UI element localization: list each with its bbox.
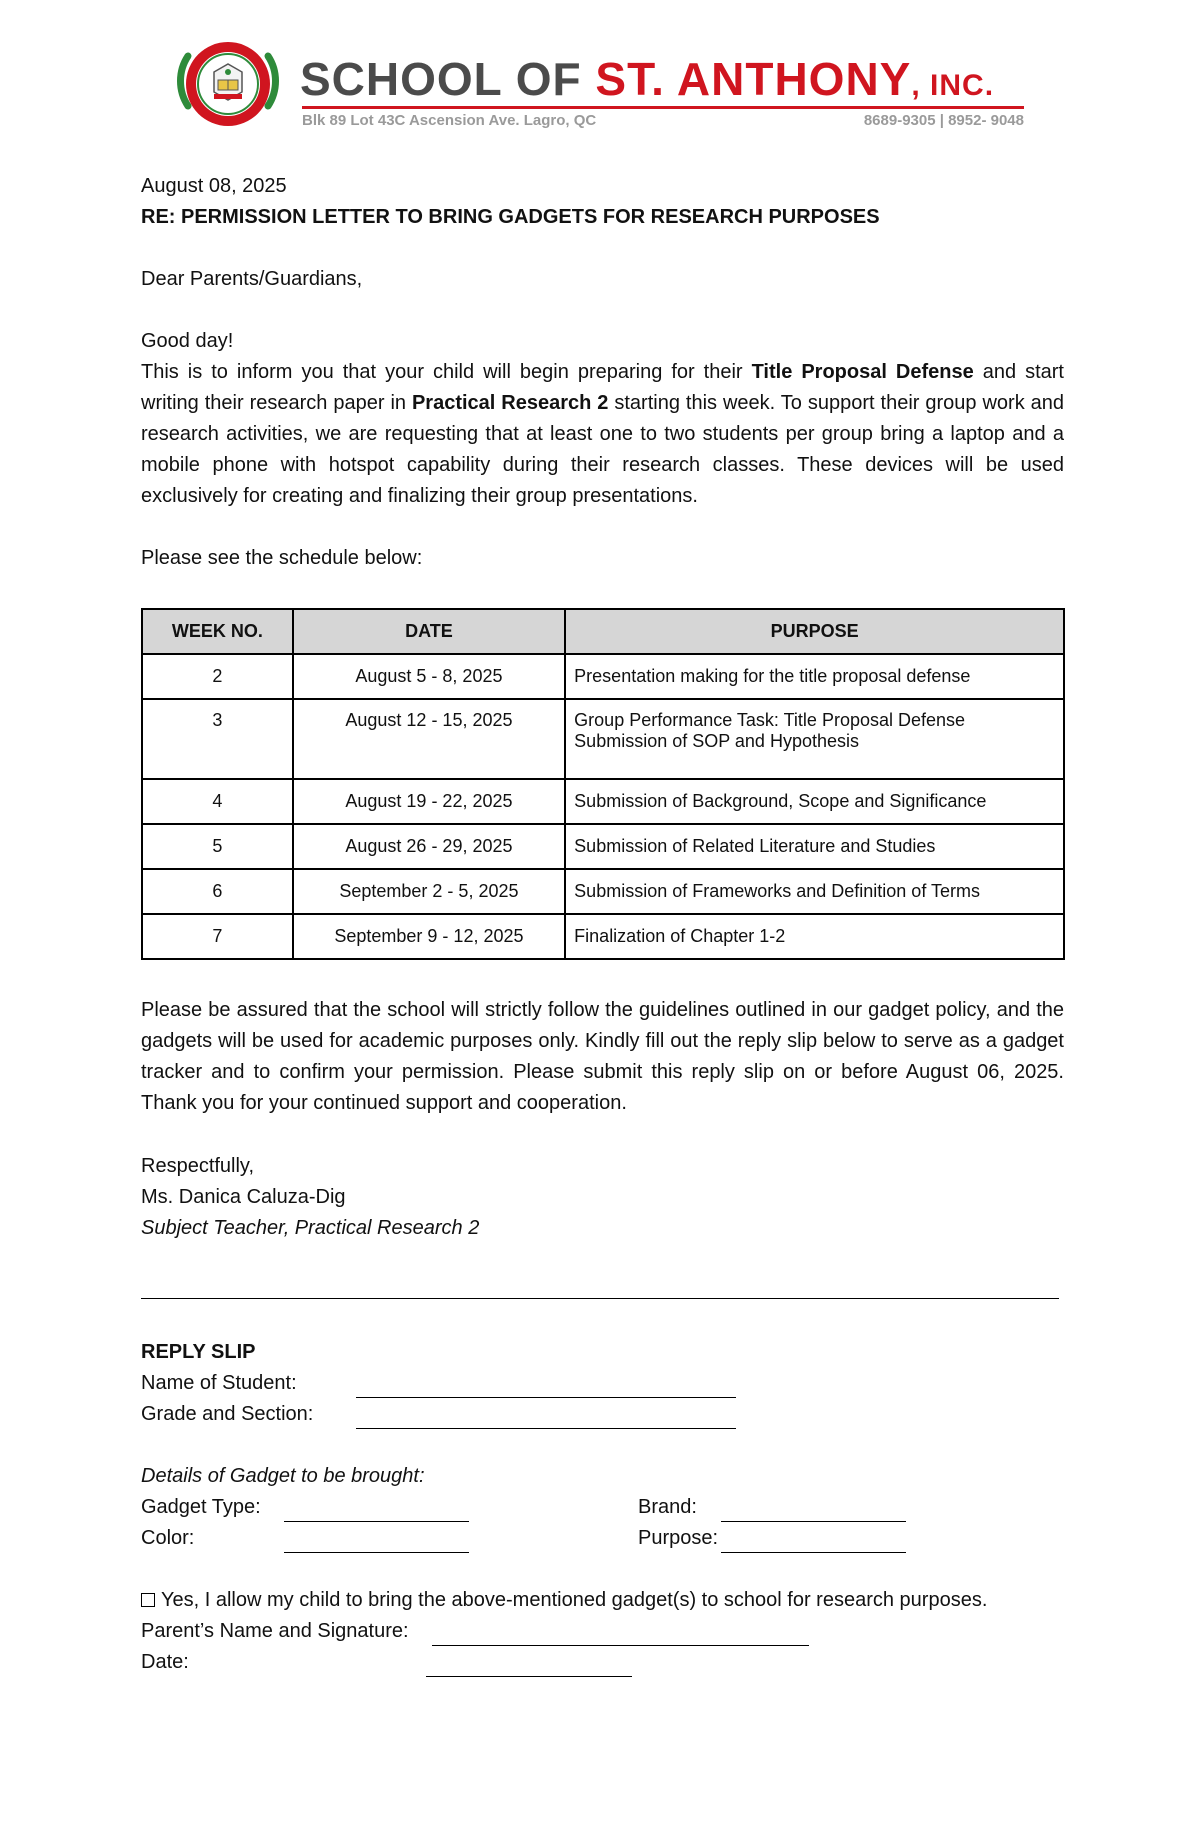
letter-signer: Ms. Danica Caluza-Dig bbox=[141, 1186, 346, 1208]
letter-greeting: Good day! bbox=[141, 330, 234, 352]
letter-closing: Respectfully, bbox=[141, 1155, 255, 1177]
gadget-type-field[interactable] bbox=[284, 1521, 469, 1522]
table-cell-week: 3 bbox=[142, 699, 293, 779]
date-label: Date: bbox=[141, 1651, 189, 1673]
table-cell-purpose: Finalization of Chapter 1-2 bbox=[565, 914, 1064, 959]
table-cell-date: August 26 - 29, 2025 bbox=[293, 824, 565, 869]
table-cell-date: August 12 - 15, 2025 bbox=[293, 699, 565, 779]
table-cell-week: 4 bbox=[142, 779, 293, 824]
student-name-field[interactable] bbox=[356, 1397, 736, 1398]
table-cell-week: 2 bbox=[142, 654, 293, 699]
parent-signature-field[interactable] bbox=[432, 1645, 809, 1646]
school-name-part3: , INC. bbox=[911, 69, 995, 102]
consent-line bbox=[141, 1585, 987, 1616]
letter-salutation: Dear Parents/Guardians, bbox=[141, 268, 363, 290]
grade-section-field[interactable] bbox=[356, 1428, 736, 1429]
table-header-date: DATE bbox=[293, 609, 565, 654]
school-name bbox=[300, 53, 995, 105]
p1-text-c: and start writing their research paper in bbox=[141, 361, 1064, 414]
letter-paragraph-1 bbox=[141, 357, 1064, 512]
table-cell-purpose: Submission of Frameworks and Definition of Terms bbox=[565, 869, 1064, 914]
school-phones: 8689-9305 | 8952- 9048 bbox=[863, 112, 1024, 129]
brand-field[interactable] bbox=[721, 1521, 906, 1522]
table-row bbox=[142, 779, 1064, 824]
table-cell-purpose: Submission of Background, Scope and Significance bbox=[565, 779, 1064, 824]
school-name-part2: ST. ANTHONY bbox=[595, 53, 912, 105]
letter-signer-title: Subject Teacher, Practical Research 2 bbox=[141, 1217, 480, 1239]
schedule-intro: Please see the schedule below: bbox=[141, 547, 423, 569]
letter-paragraph-2: Please be assured that the school will strictly follow the guidelines outlined in our gadget policy, and the gadgets will be used for academic purposes only. Kindly fill out the reply slip below to serve as a gadget tracker and to confirm your permission. Please submit this reply slip on or before August 06, 2025. Thank you for your continued support and cooperation. bbox=[141, 999, 1064, 1114]
parent-signature-label: Parent’s Name and Signature: bbox=[141, 1620, 409, 1642]
table-cell-date: August 19 - 22, 2025 bbox=[293, 779, 565, 824]
table-header-purpose: PURPOSE bbox=[565, 609, 1064, 654]
date-field[interactable] bbox=[426, 1676, 632, 1677]
purpose-label: Purpose: bbox=[638, 1527, 719, 1549]
cut-divider bbox=[141, 1298, 1059, 1299]
table-cell-date: September 9 - 12, 2025 bbox=[293, 914, 565, 959]
table-row bbox=[142, 869, 1064, 914]
school-address: Blk 89 Lot 43C Ascension Ave. Lagro, QC bbox=[302, 112, 597, 129]
table-cell-week: 7 bbox=[142, 914, 293, 959]
table-cell-purpose-line-1: Group Performance Task: Title Proposal Defense bbox=[574, 710, 966, 730]
table-cell-date: September 2 - 5, 2025 bbox=[293, 869, 565, 914]
grade-section-label: Grade and Section: bbox=[141, 1403, 314, 1425]
brand-label: Brand: bbox=[638, 1496, 697, 1518]
p1-bold-practical-research: Practical Research 2 bbox=[411, 392, 609, 414]
table-header-week: WEEK NO. bbox=[142, 609, 293, 654]
student-name-label: Name of Student: bbox=[141, 1372, 297, 1394]
letter-date: August 08, 2025 bbox=[141, 175, 287, 197]
gadget-details-label: Details of Gadget to be brought: bbox=[141, 1465, 425, 1487]
table-cell-date: August 5 - 8, 2025 bbox=[293, 654, 565, 699]
p1-text-a: This is to inform you that your child will begin preparing for their bbox=[141, 361, 752, 383]
table-row bbox=[142, 824, 1064, 869]
letterhead-rule bbox=[302, 106, 1024, 109]
consent-text: Yes, I allow my child to bring the above-mentioned gadget(s) to school for research purposes. bbox=[161, 1589, 988, 1611]
schedule-table bbox=[141, 608, 1065, 960]
table-row bbox=[142, 914, 1064, 959]
p1-text-e: starting this week. To support their group work and research activities, we are requesting that at least one to two students per group bring a laptop and a mobile phone with hotspot capability during their research classes. These devices will be used exclusively for creating and finalizing their group presentations. bbox=[141, 392, 1065, 507]
color-label: Color: bbox=[141, 1527, 195, 1549]
table-row bbox=[142, 699, 1064, 779]
table-cell-week: 6 bbox=[142, 869, 293, 914]
consent-checkbox[interactable] bbox=[141, 1593, 155, 1607]
table-cell-purpose: Presentation making for the title proposal defense bbox=[565, 654, 1064, 699]
school-name-part1: SCHOOL OF bbox=[300, 53, 596, 105]
letter-subject: RE: PERMISSION LETTER TO BRING GADGETS FOR RESEARCH PURPOSES bbox=[141, 206, 880, 228]
purpose-field[interactable] bbox=[721, 1552, 906, 1553]
color-field[interactable] bbox=[284, 1552, 469, 1553]
table-cell-week: 5 bbox=[142, 824, 293, 869]
table-header-row bbox=[142, 609, 1064, 654]
table-cell-purpose bbox=[565, 699, 1064, 779]
table-row bbox=[142, 654, 1064, 699]
school-seal-icon bbox=[174, 36, 282, 136]
gadget-type-label: Gadget Type: bbox=[141, 1496, 261, 1518]
table-cell-purpose-line-2: Submission of SOP and Hypothesis bbox=[574, 731, 859, 751]
reply-slip-title: REPLY SLIP bbox=[141, 1341, 256, 1363]
table-cell-purpose: Submission of Related Literature and Studies bbox=[565, 824, 1064, 869]
p1-bold-title-proposal: Title Proposal Defense bbox=[751, 361, 974, 383]
